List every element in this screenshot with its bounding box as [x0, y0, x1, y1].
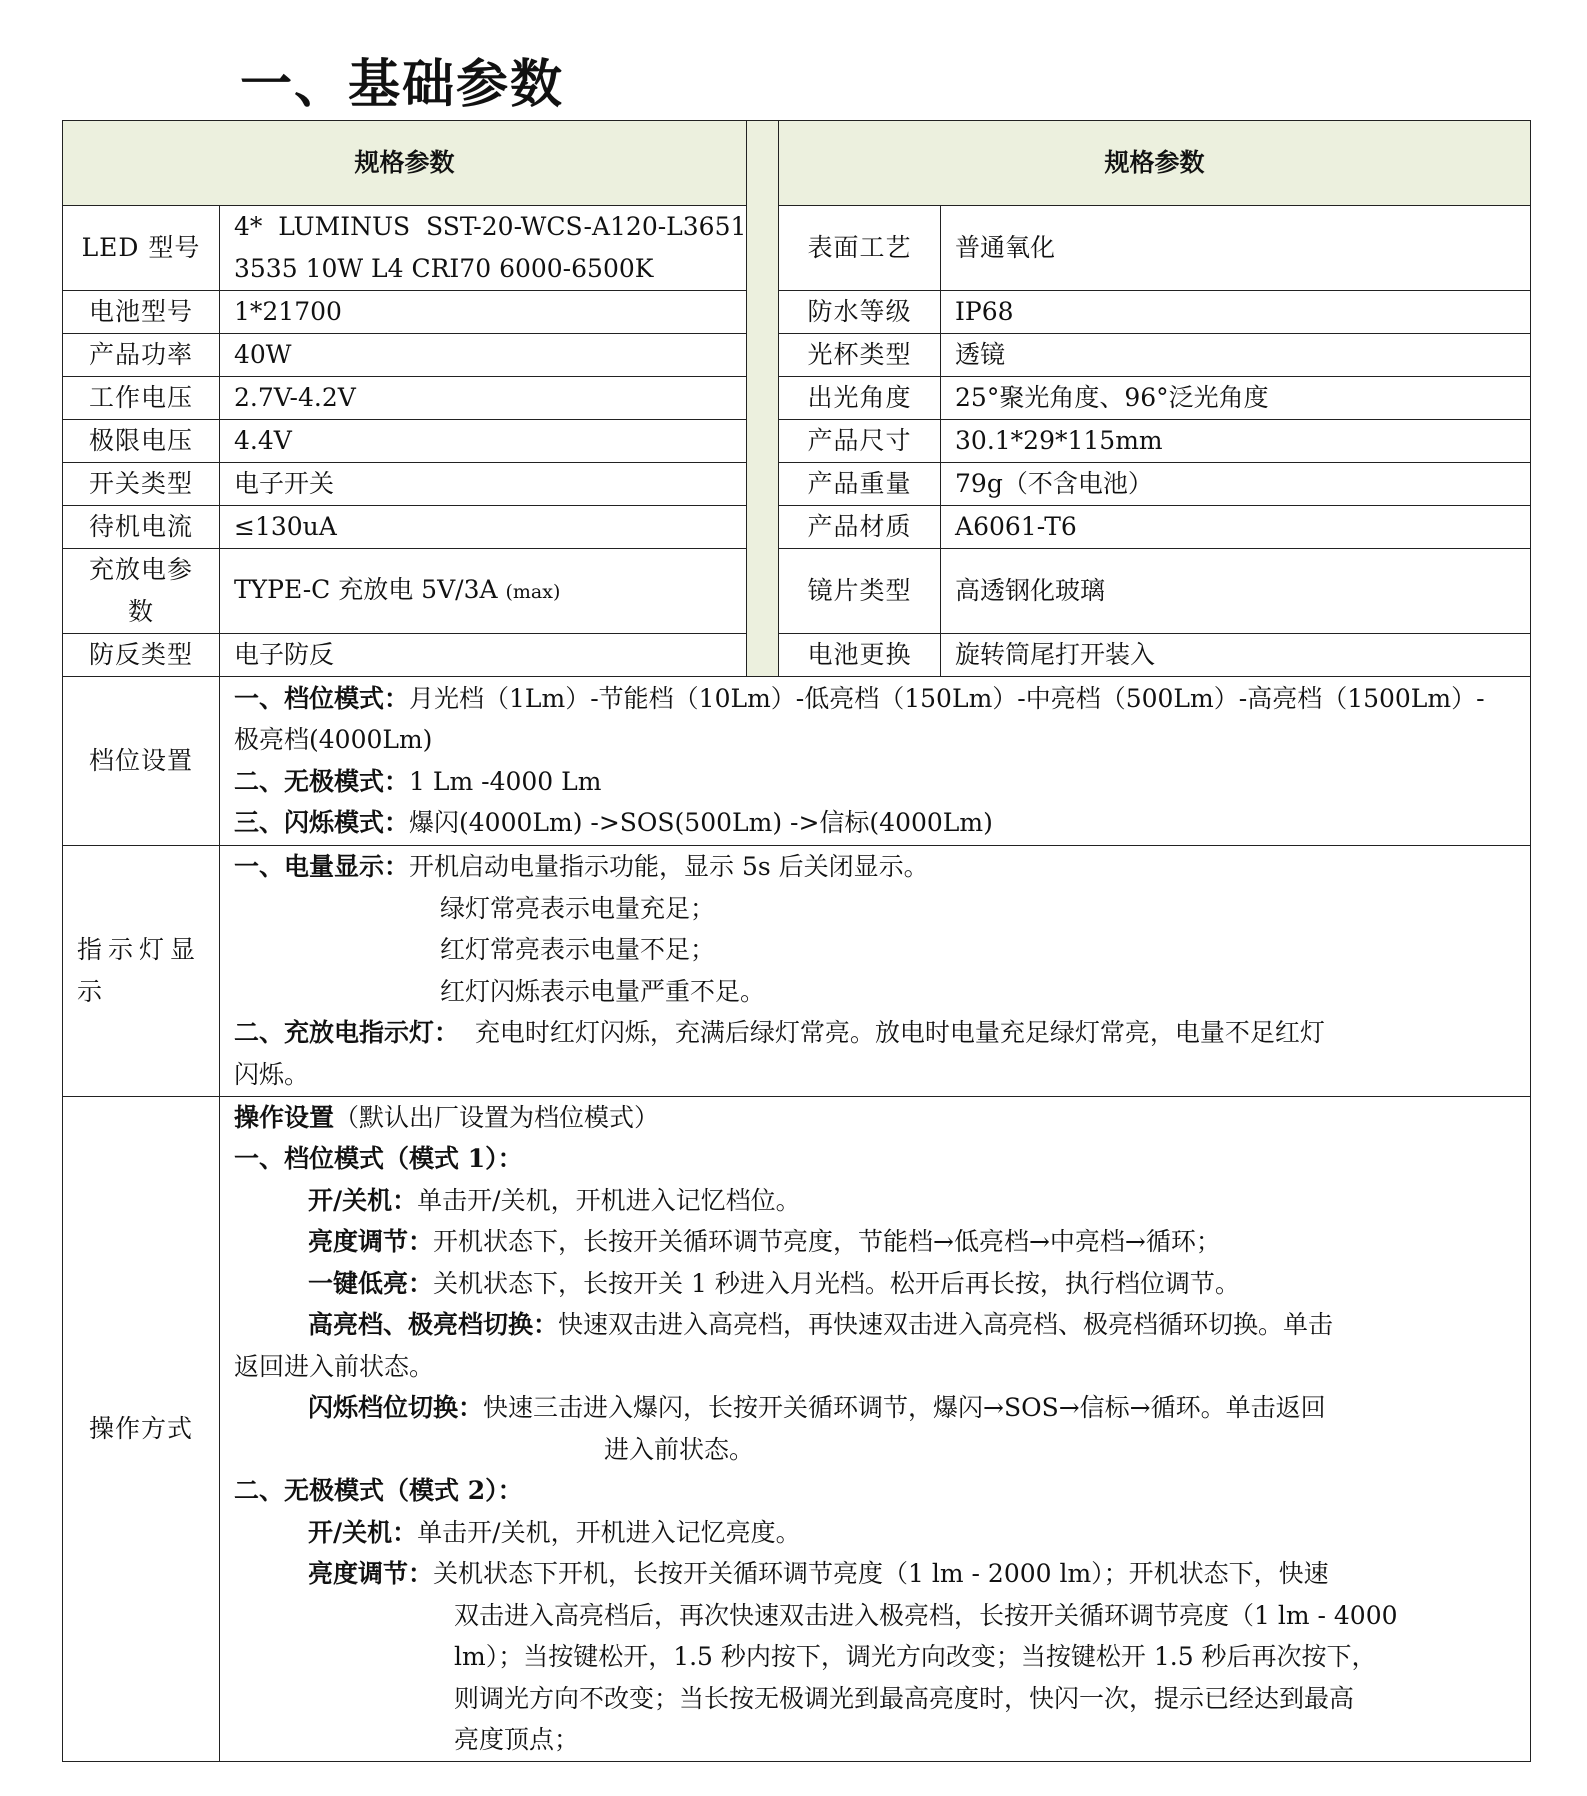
- operation-text: 开机状态下，长按开关循环调节亮度，节能档→低亮档→中亮档→循环；: [433, 1227, 1221, 1256]
- header-right: 规格参数: [779, 121, 1531, 206]
- operation-key: 开/关机：: [308, 1185, 418, 1215]
- operation-key: 操作设置: [234, 1102, 335, 1132]
- param-value: 40W: [220, 334, 747, 377]
- gear-key: 三、闪烁模式：: [234, 808, 410, 837]
- operation-line: 进入前状态。: [604, 1434, 755, 1464]
- operation-key: 开/关机：: [308, 1517, 418, 1547]
- gear-key: 一、档位模式：: [234, 683, 410, 713]
- gear-line: 极亮档(4000Lm): [234, 725, 433, 754]
- param-label: 出光角度: [779, 377, 941, 420]
- operation-line: 二、无极模式（模式 2）：: [234, 1476, 523, 1505]
- param-value: IP68: [941, 291, 1531, 334]
- gear-text: 1 Lm -4000 Lm: [409, 766, 602, 796]
- param-value: 高透钢化玻璃: [941, 549, 1531, 634]
- param-value: [220, 549, 747, 634]
- param-value: ≤130uA: [220, 506, 747, 549]
- param-value: 30.1*29*115mm: [941, 420, 1531, 463]
- param-value: 79g（不含电池）: [941, 463, 1531, 506]
- param-value: 1*21700: [220, 291, 747, 334]
- param-label: 防反类型: [63, 634, 220, 677]
- operation-line: [234, 1304, 1516, 1346]
- operation-text: 快速双击进入高亮档，再快速双击进入高亮档、极亮档循环切换。单击: [558, 1310, 1334, 1339]
- operation-line: 双击进入高亮档后，再次快速双击进入极亮档，长按开关循环调节亮度（1 lm - 4000: [454, 1600, 1398, 1630]
- param-label: 表面工艺: [779, 206, 941, 291]
- table-row: [63, 420, 1531, 463]
- gear-line: [234, 761, 1516, 803]
- gear-text: 月光档（1Lm）-节能档（10Lm）-低亮档（150Lm）-中亮档（500Lm）-高亮档（1500Lm）-: [409, 683, 1485, 713]
- param-value: 4.4V: [220, 420, 747, 463]
- detail-table: [62, 676, 1531, 1762]
- operation-line: 亮度顶点；: [454, 1725, 580, 1754]
- spec-table: [62, 120, 1531, 677]
- operation-line: lm）；当按键松开，1.5 秒内按下，调光方向改变；当按键松开 1.5 秒后再次按下，: [454, 1642, 1377, 1671]
- param-value-suffix: (max): [505, 581, 561, 603]
- operation-line: 返回进入前状态。: [234, 1351, 435, 1381]
- param-value: 透镜: [941, 334, 1531, 377]
- param-label: 待机电流: [63, 506, 220, 549]
- gear-label: 档位设置: [63, 676, 220, 845]
- indicator-label-line: 指示灯显: [77, 935, 202, 964]
- operation-line: [234, 1553, 1516, 1595]
- param-value: 25°聚光角度、96°泛光角度: [941, 377, 1531, 420]
- table-row: [63, 334, 1531, 377]
- spec-sheet: [62, 120, 1530, 1762]
- operation-text: 快速三击进入爆闪，长按开关循环调节，爆闪→SOS→信标→循环。单击返回: [483, 1393, 1326, 1422]
- param-label: 光杯类型: [779, 334, 941, 377]
- indicator-line: 红灯闪烁表示电量严重不足。: [440, 976, 766, 1006]
- indicator-text: 开机启动电量指示功能，显示 5s 后关闭显示。: [409, 852, 929, 881]
- operation-line: 一、档位模式（模式 1）：: [234, 1144, 523, 1173]
- param-value: 普通氧化: [941, 206, 1531, 291]
- param-label: 产品尺寸: [779, 420, 941, 463]
- param-label-line: 数: [127, 597, 154, 626]
- table-row: [63, 291, 1531, 334]
- table-row: [63, 206, 1531, 291]
- indicator-text: 充电时红灯闪烁，充满后绿灯常亮。放电时电量充足绿灯常亮，电量不足红灯: [474, 1018, 1325, 1047]
- operation-key: 闪烁档位切换：: [308, 1393, 484, 1422]
- param-label: 工作电压: [63, 377, 220, 420]
- param-value-line: 4* LUMINUS SST-20-WCS-A120-L3651: [234, 212, 747, 241]
- param-value: 电子防反: [220, 634, 747, 677]
- gear-row: [63, 676, 1531, 845]
- operation-key: 高亮档、极亮档切换：: [308, 1310, 559, 1339]
- operation-line: [234, 1263, 1516, 1305]
- indicator-key: 一、电量显示：: [234, 852, 410, 881]
- indicator-body: [220, 845, 1531, 1096]
- operation-line: 则调光方向不改变；当长按无极调光到最高亮度时，快闪一次，提示已经达到最高: [454, 1683, 1355, 1713]
- param-label: 产品功率: [63, 334, 220, 377]
- operation-text: 单击开/关机，开机进入记忆档位。: [417, 1185, 801, 1215]
- operation-body: [220, 1096, 1531, 1761]
- param-label: LED 型号: [63, 206, 220, 291]
- table-row: [63, 463, 1531, 506]
- operation-line: [234, 1097, 1516, 1139]
- operation-label: 操作方式: [63, 1096, 220, 1761]
- indicator-line: 红灯常亮表示电量不足；: [440, 935, 716, 964]
- gear-key: 二、无极模式：: [234, 766, 410, 796]
- param-value: 旋转筒尾打开装入: [941, 634, 1531, 677]
- indicator-label-line: 示: [77, 976, 109, 1006]
- header-left: 规格参数: [63, 121, 747, 206]
- param-value: A6061-T6: [941, 506, 1531, 549]
- param-label: 极限电压: [63, 420, 220, 463]
- operation-text: 关机状态下，长按开关 1 秒进入月光档。松开后再长按，执行档位调节。: [433, 1268, 1240, 1298]
- column-divider: [747, 121, 779, 677]
- header-row: [63, 121, 1531, 206]
- param-label: 产品重量: [779, 463, 941, 506]
- indicator-line: 绿灯常亮表示电量充足；: [440, 893, 716, 923]
- operation-line: [234, 1512, 1516, 1554]
- table-row: [63, 506, 1531, 549]
- indicator-line: [234, 846, 1516, 888]
- operation-row: [63, 1096, 1531, 1761]
- gear-body: [220, 676, 1531, 845]
- param-label: [63, 549, 220, 634]
- operation-text: （默认出厂设置为档位模式）: [334, 1102, 660, 1132]
- param-value: 电子开关: [220, 463, 747, 506]
- param-label: 电池型号: [63, 291, 220, 334]
- indicator-row: [63, 845, 1531, 1096]
- operation-key: 一键低亮：: [308, 1268, 434, 1298]
- table-row: [63, 377, 1531, 420]
- operation-text: 关机状态下开机，长按开关循环调节亮度（1 lm - 2000 lm）；开机状态下，快速: [433, 1559, 1329, 1588]
- gear-line: [234, 678, 1516, 720]
- table-row: [63, 634, 1531, 677]
- operation-key: 亮度调节：: [308, 1559, 434, 1588]
- indicator-label: [63, 845, 220, 1096]
- param-label: 开关类型: [63, 463, 220, 506]
- param-label: 防水等级: [779, 291, 941, 334]
- gear-text: 爆闪(4000Lm) ->SOS(500Lm) ->信标(4000Lm): [409, 808, 993, 837]
- operation-line: [234, 1221, 1516, 1263]
- param-value: [220, 206, 747, 291]
- gear-line: [234, 802, 1516, 844]
- operation-line: [234, 1387, 1516, 1429]
- operation-key: 亮度调节：: [308, 1227, 434, 1256]
- param-value: 2.7V-4.2V: [220, 377, 747, 420]
- table-row: [63, 549, 1531, 634]
- page-title: 一、基础参数: [240, 54, 565, 115]
- indicator-line: 闪烁。: [234, 1059, 310, 1089]
- param-label: 产品材质: [779, 506, 941, 549]
- operation-text: 单击开/关机，开机进入记忆亮度。: [417, 1517, 801, 1547]
- indicator-key: 二、充放电指示灯：: [234, 1018, 460, 1047]
- param-label: 电池更换: [779, 634, 941, 677]
- param-value-line: 3535 10W L4 CRI70 6000-6500K: [234, 254, 654, 283]
- param-value-text: TYPE-C 充放电 5V/3A: [234, 575, 498, 604]
- indicator-line: [234, 1012, 1516, 1054]
- param-label-line: 充放电参: [88, 555, 193, 584]
- operation-line: [234, 1180, 1516, 1222]
- param-label: 镜片类型: [779, 549, 941, 634]
